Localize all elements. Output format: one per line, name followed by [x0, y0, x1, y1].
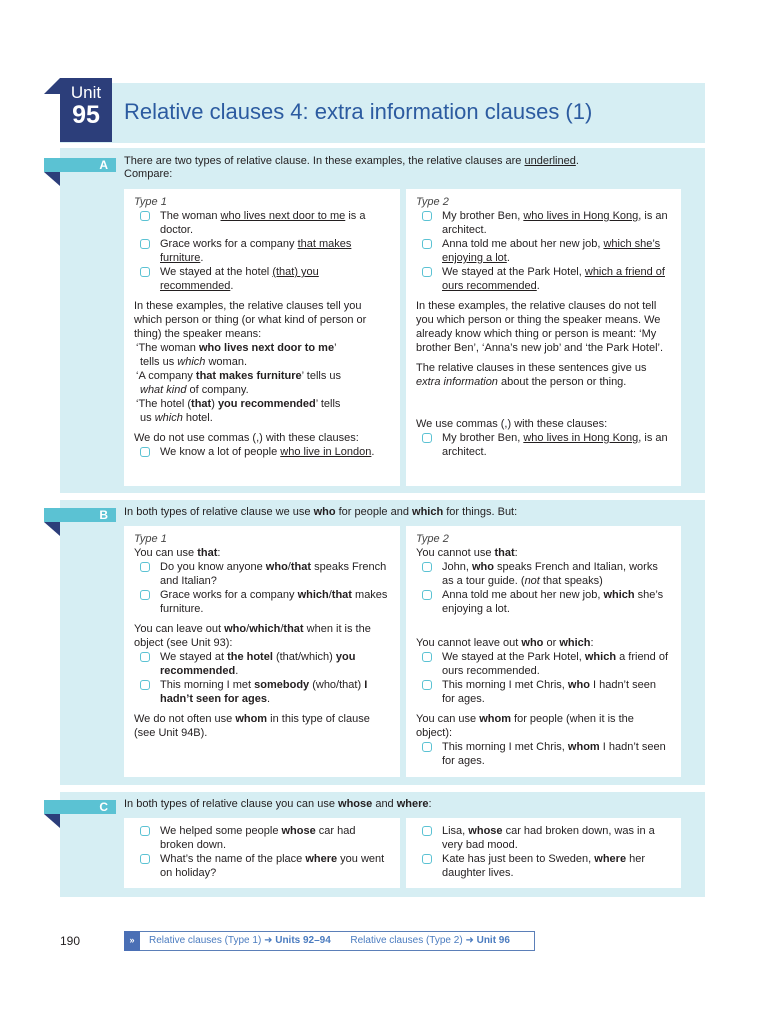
- bullet-icon: [140, 211, 150, 221]
- example-item: Anna told me about her new job, which she’s enjoying a lot.: [416, 588, 671, 616]
- type-label: Type 1: [134, 196, 167, 208]
- example-item: We stayed at the hotel (that) you recommended.: [134, 265, 390, 293]
- section-a-type2-panel: [406, 189, 681, 486]
- rule-text: You can use whom for people (when it is the object):: [416, 713, 634, 739]
- type-label: Type 2: [416, 533, 449, 545]
- cross-reference-box[interactable]: [124, 931, 535, 951]
- double-chevron-icon: »: [124, 931, 140, 951]
- section-b-intro: In both types of relative clause we use who for people and which for things. But:: [124, 506, 518, 518]
- example-item: This morning I met Chris, whom I hadn’t seen for ages.: [416, 740, 671, 768]
- example-item: Grace works for a company which/that makes furniture.: [134, 588, 390, 616]
- bullet-icon: [422, 211, 432, 221]
- bullet-icon: [140, 652, 150, 662]
- example-item: Kate has just been to Sweden, where her daughter lives.: [416, 852, 671, 880]
- bullet-icon: [422, 433, 432, 443]
- section-b-type1-panel: [124, 526, 400, 777]
- section-a-type1-panel: [124, 189, 400, 486]
- section-a-intro: There are two types of relative clause. In these examples, the relative clauses are underlined. Compare:: [124, 155, 579, 180]
- section-b-tab: B: [44, 508, 116, 522]
- bullet-icon: [422, 826, 432, 836]
- example-item: What’s the name of the place where you went on holiday?: [134, 852, 390, 880]
- rule-text: You can leave out who/which/that when it is the object (see Unit 93):: [134, 623, 371, 649]
- example-item: We stayed at the Park Hotel, which a friend of ours recommended.: [416, 265, 671, 293]
- unit-corner: [44, 78, 60, 94]
- example-item: We know a lot of people who live in London.: [134, 445, 390, 459]
- example-item: Anna told me about her new job, which she’s enjoying a lot.: [416, 237, 671, 265]
- rule-text: You cannot leave out who or which:: [416, 637, 594, 649]
- example-item: Grace works for a company that makes furniture.: [134, 237, 390, 265]
- bullet-icon: [422, 590, 432, 600]
- section-b-type2-panel: [406, 526, 681, 777]
- example-item: This morning I met somebody (who/that) I hadn’t seen for ages.: [134, 678, 390, 706]
- unit-number: 95: [72, 101, 100, 129]
- bullet-icon: [422, 239, 432, 249]
- section-c-intro: In both types of relative clause you can use whose and where:: [124, 798, 432, 810]
- bullet-icon: [140, 680, 150, 690]
- cross-ref-type2[interactable]: Relative clauses (Type 2) ➜ Unit 96: [350, 935, 510, 946]
- explanation-text: In these examples, the relative clauses do not tell you which person or thing the speaker means. We already know which thing or person is meant: ‘My brother Ben’, ‘Anna’s new job’ and ‘the Park Hotel’.: [416, 300, 664, 354]
- example-item: The woman who lives next door to me is a doctor.: [134, 209, 390, 237]
- bullet-icon: [140, 267, 150, 277]
- example-item: My brother Ben, who lives in Hong Kong, is an architect.: [416, 209, 671, 237]
- bullet-icon: [140, 447, 150, 457]
- bullet-icon: [422, 652, 432, 662]
- page-title: Relative clauses 4: extra information clauses (1): [124, 99, 593, 124]
- explanation-text: In these examples, the relative clauses tell you which person or thing (or what kind of person or thing) the speaker means:: [134, 300, 367, 340]
- bullet-icon: [140, 239, 150, 249]
- bullet-icon: [422, 854, 432, 864]
- type-label: Type 2: [416, 196, 449, 208]
- section-c-tab-corner: [44, 814, 60, 828]
- section-c-left-panel: [124, 818, 400, 888]
- example-item: Lisa, whose car had broken down, was in a very bad mood.: [416, 824, 671, 852]
- example-item: This morning I met Chris, who I hadn’t seen for ages.: [416, 678, 671, 706]
- example-item: We stayed at the Park Hotel, which a friend of ours recommended.: [416, 650, 671, 678]
- bullet-icon: [140, 590, 150, 600]
- rule-text: We do not often use whom in this type of clause (see Unit 94B).: [134, 713, 370, 739]
- bullet-icon: [422, 267, 432, 277]
- cross-ref-type1[interactable]: Relative clauses (Type 1) ➜ Units 92–94: [149, 935, 331, 946]
- rule-text: You can use that:: [134, 547, 221, 559]
- section-a-tab: A: [44, 158, 116, 172]
- page-number: 190: [60, 934, 81, 948]
- unit-word: Unit: [70, 83, 102, 102]
- section-a-tab-corner: [44, 172, 60, 186]
- example-item: Do you know anyone who/that speaks French and Italian?: [134, 560, 390, 588]
- explanation-text: We do not use commas (,) with these clauses:: [134, 432, 359, 444]
- example-item: We stayed at the hotel (that/which) you recommended.: [134, 650, 390, 678]
- unit-badge: [60, 78, 112, 142]
- bullet-icon: [140, 826, 150, 836]
- example-item: My brother Ben, who lives in Hong Kong, is an architect.: [416, 431, 671, 459]
- section-c-right-panel: [406, 818, 681, 888]
- bullet-icon: [140, 854, 150, 864]
- bullet-icon: [422, 562, 432, 572]
- section-b-tab-corner: [44, 522, 60, 536]
- example-item: John, who speaks French and Italian, works as a tour guide. (not that speaks): [416, 560, 671, 588]
- explanation-text: We use commas (,) with these clauses:: [416, 418, 608, 430]
- bullet-icon: [422, 742, 432, 752]
- example-item: We helped some people whose car had broken down.: [134, 824, 390, 852]
- section-c-tab: C: [44, 800, 116, 814]
- bullet-icon: [422, 680, 432, 690]
- quote-list: ‘The woman who lives next door to me’ tells us which woman. ‘A company that makes furniture’ tells us what kind of company. ‘The hotel (that) you recommended’ tells us which hotel.: [136, 342, 341, 424]
- rule-text: You cannot use that:: [416, 547, 518, 559]
- bullet-icon: [140, 562, 150, 572]
- type-label: Type 1: [134, 533, 167, 545]
- explanation-text: The relative clauses in these sentences give us extra information about the person or thing.: [416, 362, 647, 388]
